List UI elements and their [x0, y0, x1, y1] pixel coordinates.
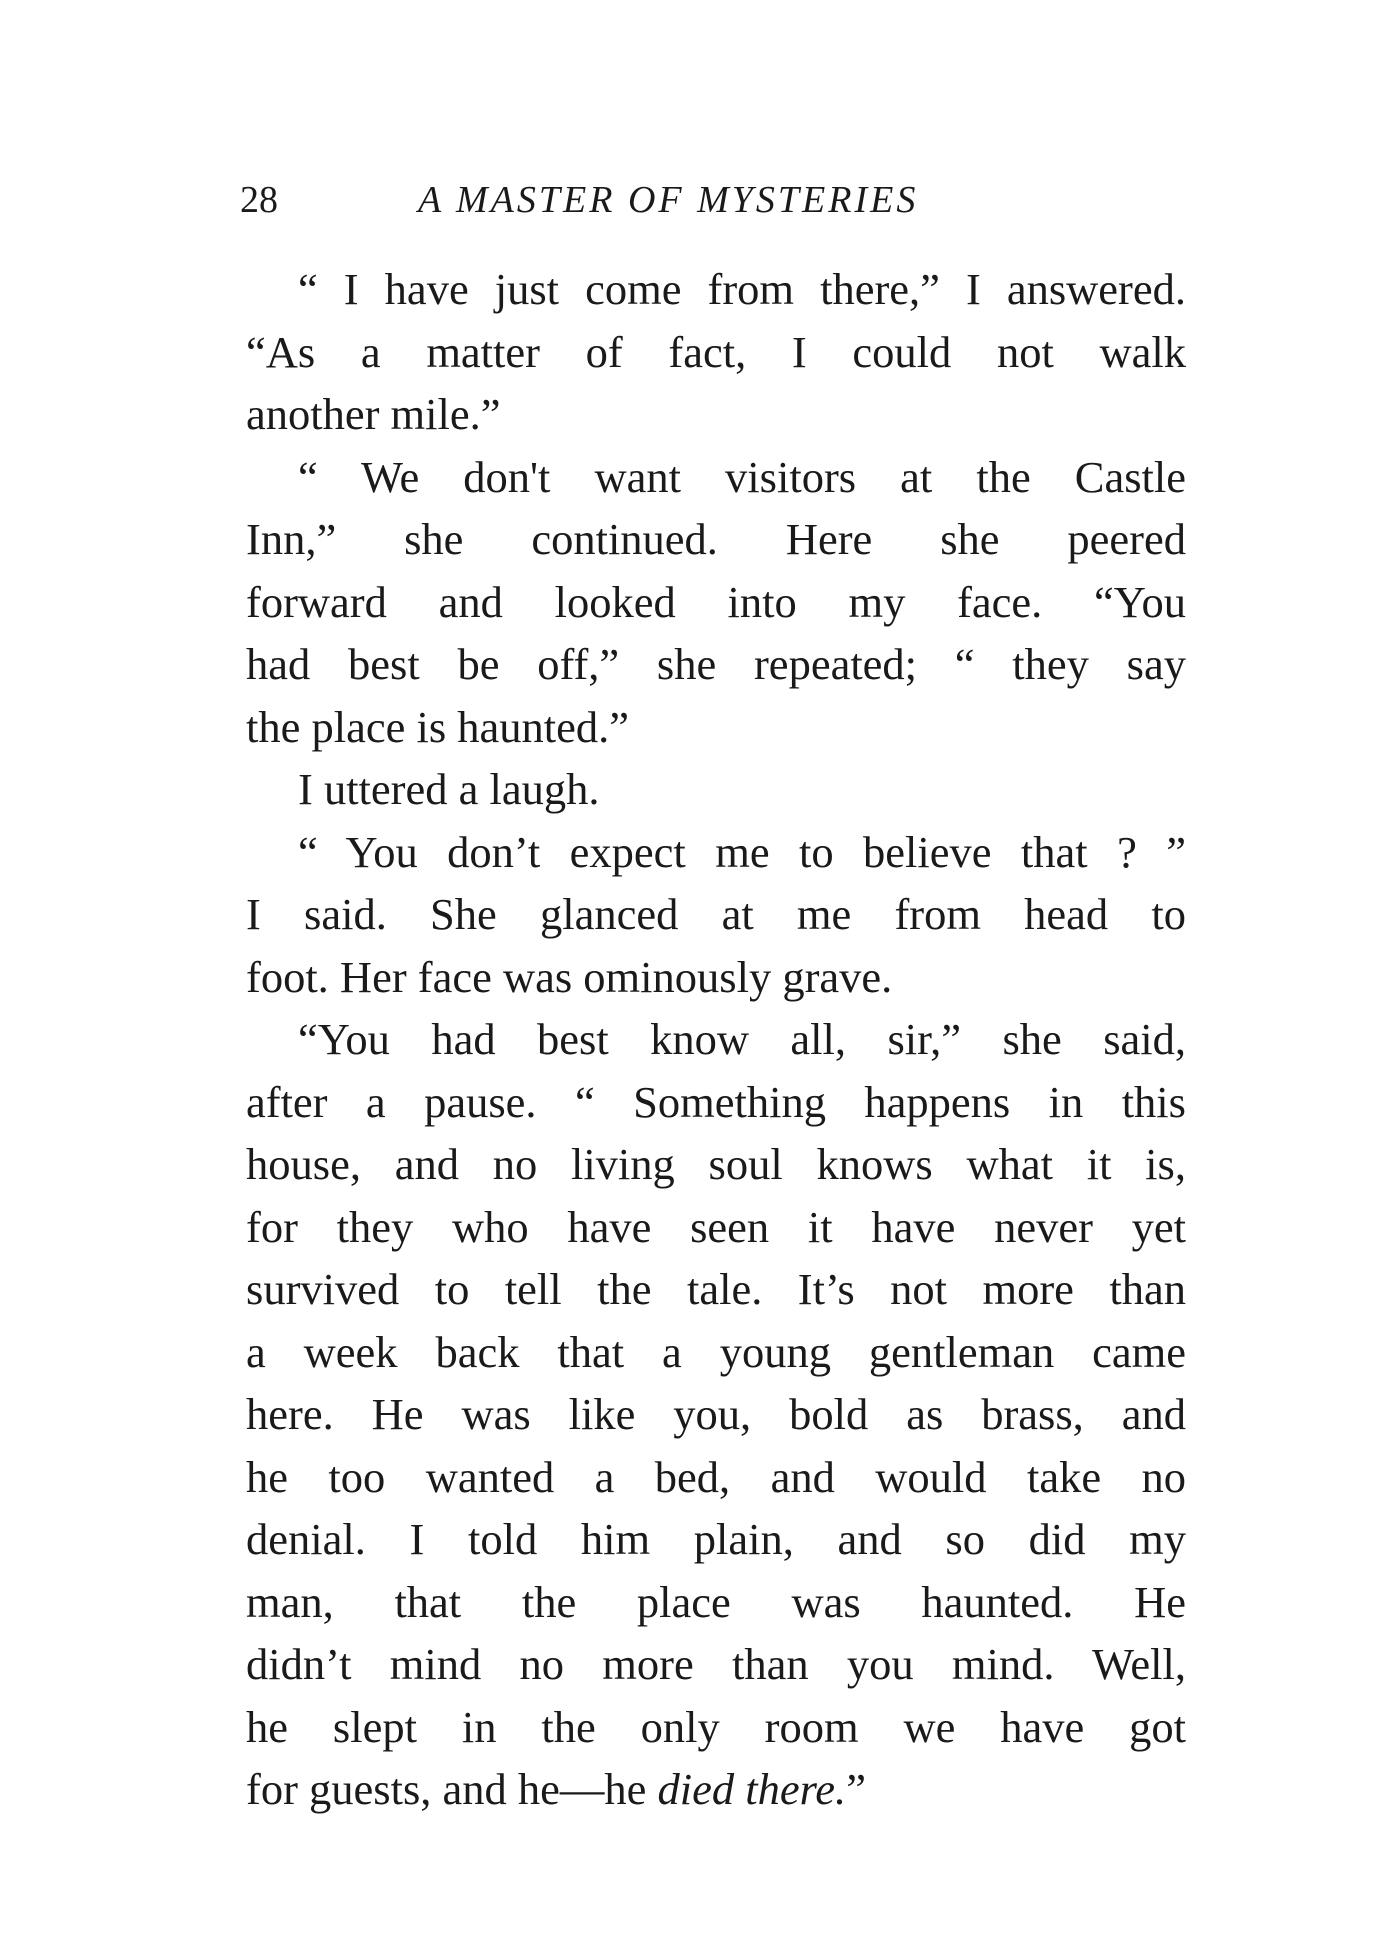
text-line: “As a matter of fact, I could not walk	[246, 326, 1186, 377]
text-line: denial. I told him plain, and so did my	[246, 1514, 1186, 1564]
body-text	[246, 258, 1186, 1821]
text-line: after a pause. “ Something happens in this	[246, 1076, 1186, 1127]
text-line: I said. She glanced at me from head to	[246, 889, 1186, 939]
final-line-italic: died there.	[657, 1764, 847, 1814]
text-line: “ You don’t expect me to believe that ? ”	[298, 826, 1186, 877]
page-number: 28	[240, 179, 278, 221]
text-line: he slept in the only room we have got	[246, 1701, 1186, 1752]
text-line: here. He was like you, bold as brass, and	[246, 1389, 1186, 1439]
text-line: a week back that a young gentleman came	[246, 1326, 1186, 1377]
text-line: “ We don't want visitors at the Castle	[298, 451, 1186, 502]
text-line: for they who have seen it have never yet	[246, 1201, 1186, 1252]
text-line: another mile.”	[246, 389, 501, 439]
text-line: didn’t mind no more than you mind. Well,	[246, 1639, 1186, 1689]
text-line: forward and looked into my face. “You	[246, 576, 1186, 627]
text-line: foot. Her face was ominously grave.	[246, 951, 893, 1002]
text-line: survived to tell the tale. It’s not more than	[246, 1264, 1186, 1314]
final-line-suffix: ”	[846, 1764, 866, 1814]
text-line: “ I have just come from there,” I answered.	[298, 264, 1186, 314]
text-line: “You had best know all, sir,” she said,	[298, 1014, 1186, 1064]
text-line: house, and no living soul knows what it is,	[246, 1139, 1186, 1189]
text-line-final	[246, 1758, 1186, 1821]
text-line: man, that the place was haunted. He	[246, 1576, 1186, 1627]
text-line: had best be off,” she repeated; “ they say	[246, 639, 1186, 689]
running-head	[240, 170, 1010, 230]
final-line-prefix: for guests, and he—he	[246, 1764, 658, 1814]
text-line: I uttered a laugh.	[298, 764, 600, 814]
running-title: A MASTER OF MYSTERIES	[418, 179, 919, 221]
text-line: he too wanted a bed, and would take no	[246, 1451, 1186, 1502]
text-line: the place is haunted.”	[246, 701, 630, 752]
text-line: Inn,” she continued. Here she peered	[246, 514, 1186, 564]
